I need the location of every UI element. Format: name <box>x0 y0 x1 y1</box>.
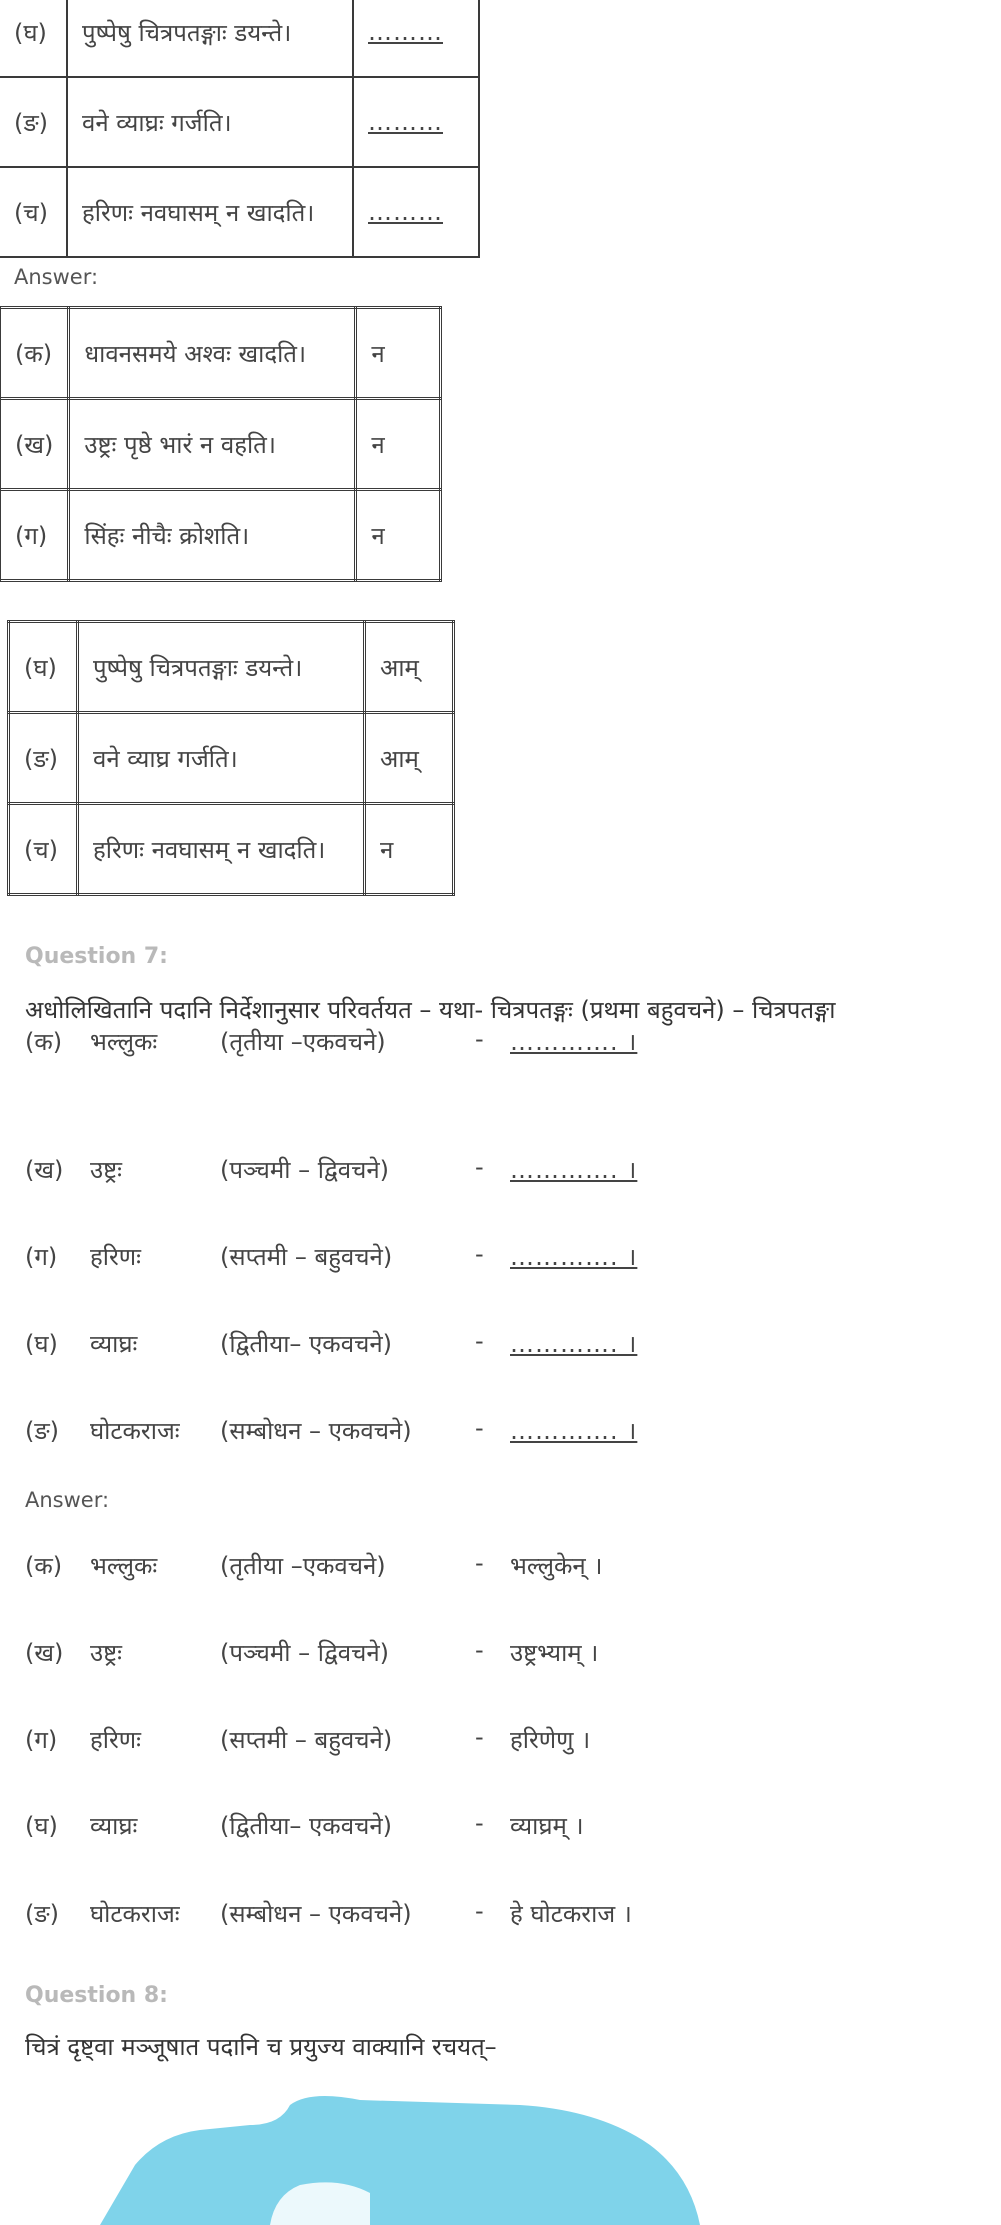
answer-label: Answer: <box>14 265 99 289</box>
answer-blank: …………. । <box>510 1243 638 1271</box>
item-case: (सम्बोधन – एकवचने) <box>220 1417 412 1445</box>
item-word: घोटकराजः <box>90 1900 180 1928</box>
item-word: उष्ट्रः <box>90 1156 123 1184</box>
item-dash: - <box>475 1549 484 1577</box>
item-case: (सप्तमी – बहुवचने) <box>220 1726 393 1754</box>
row-sentence: पुष्पेषु चित्रपतङ्गाः डयन्ते। <box>67 0 353 77</box>
item-word: व्याघ्रः <box>90 1812 138 1840</box>
item-case: (सप्तमी – बहुवचने) <box>220 1243 393 1271</box>
answer-blank: …………. । <box>510 1028 638 1056</box>
table-row <box>0 308 441 399</box>
answer-blank: …………. । <box>510 1156 638 1184</box>
row-sentence: उष्ट्रः पृष्ठे भारं न वहति। <box>69 399 356 490</box>
item-case: (तृतीया –एकवचने) <box>220 1028 386 1056</box>
item-marker: (ख) <box>25 1156 64 1184</box>
item-marker: (ङ) <box>25 1417 60 1445</box>
row-blank <box>353 77 479 167</box>
item-case: (तृतीया –एकवचने) <box>220 1552 386 1580</box>
answer-blank: ……… <box>368 198 443 226</box>
row-sentence: सिंहः नीचैः क्रोशति। <box>69 490 356 581</box>
row-answer: आम् <box>365 713 454 804</box>
item-word: हरिणः <box>90 1726 141 1754</box>
item-word: उष्ट्रः <box>90 1639 123 1667</box>
item-word: हरिणः <box>90 1243 141 1271</box>
row-blank <box>353 167 479 257</box>
question-8-heading: Question 8: <box>25 1983 168 2008</box>
item-marker: (ङ) <box>25 1900 60 1928</box>
row-marker: (च) <box>0 167 67 257</box>
answer-blank: …………. । <box>510 1330 638 1358</box>
row-answer: न <box>356 490 441 581</box>
table-row <box>9 804 454 895</box>
table-row <box>0 399 441 490</box>
illustration-image <box>40 2085 760 2225</box>
item-word: घोटकराजः <box>90 1417 180 1445</box>
item-dash: - <box>475 1897 484 1925</box>
answer-blank: ……… <box>368 18 443 46</box>
row-answer: न <box>365 804 454 895</box>
item-dash: - <box>475 1636 484 1664</box>
item-case: (द्वितीया– एकवचने) <box>220 1330 393 1358</box>
row-answer: आम् <box>365 622 454 713</box>
row-answer: न <box>356 308 441 399</box>
item-marker: (ग) <box>25 1726 58 1754</box>
question6-table <box>0 0 480 258</box>
row-sentence: हरिणः नवघासम् न खादति। <box>67 167 353 257</box>
table-row <box>0 167 479 257</box>
question-7-instruction: अधोलिखितानि पदानि निर्देशानुसार परिवर्तयत – यथा- चित्रपतङ्गः (प्रथमा बहुवचने) – चित्रपतङ्गा <box>25 996 836 1024</box>
answer-table-2 <box>7 620 455 896</box>
answer-table-1 <box>0 306 442 582</box>
row-marker: (घ) <box>9 622 78 713</box>
item-word: भल्लुकः <box>90 1028 158 1056</box>
row-sentence: वने व्याघ्रः गर्जति। <box>67 77 353 167</box>
item-case: (द्वितीया– एकवचने) <box>220 1812 393 1840</box>
answer-blank: ……… <box>368 108 443 136</box>
item-dash: - <box>475 1327 484 1355</box>
item-answer: हरिणेणु । <box>510 1726 591 1754</box>
table-row <box>9 713 454 804</box>
item-dash: - <box>475 1025 484 1053</box>
table-row <box>9 622 454 713</box>
question-8-instruction: चित्रं दृष्ट्वा मञ्जूषात पदानि च प्रयुज्य वाक्यानि रचयत्– <box>25 2033 497 2061</box>
table-row <box>0 490 441 581</box>
item-case: (पञ्चमी – द्विवचने) <box>220 1156 390 1184</box>
answer-label: Answer: <box>25 1488 110 1512</box>
item-dash: - <box>475 1723 484 1751</box>
item-marker: (ग) <box>25 1243 58 1271</box>
row-sentence: हरिणः नवघासम् न खादति। <box>78 804 365 895</box>
item-dash: - <box>475 1153 484 1181</box>
item-answer: उष्ट्रभ्याम् । <box>510 1639 599 1667</box>
row-marker: (ङ) <box>0 77 67 167</box>
item-word: भल्लुकः <box>90 1552 158 1580</box>
item-word: व्याघ्रः <box>90 1330 138 1358</box>
row-marker: (क) <box>0 308 69 399</box>
item-dash: - <box>475 1414 484 1442</box>
item-marker: (क) <box>25 1552 63 1580</box>
item-dash: - <box>475 1809 484 1837</box>
table-row <box>0 77 479 167</box>
item-marker: (घ) <box>25 1330 58 1358</box>
item-marker: (ख) <box>25 1639 64 1667</box>
row-marker: (ग) <box>0 490 69 581</box>
question-7-heading: Question 7: <box>25 944 168 969</box>
row-blank <box>353 0 479 77</box>
row-marker: (घ) <box>0 0 67 77</box>
row-sentence: धावनसमये अश्वः खादति। <box>69 308 356 399</box>
row-sentence: पुष्पेषु चित्रपतङ्गाः डयन्ते। <box>78 622 365 713</box>
answer-blank: …………. । <box>510 1417 638 1445</box>
item-answer: हे घोटकराज । <box>510 1900 632 1928</box>
item-case: (सम्बोधन – एकवचने) <box>220 1900 412 1928</box>
item-dash: - <box>475 1240 484 1268</box>
row-marker: (ङ) <box>9 713 78 804</box>
item-case: (पञ्चमी – द्विवचने) <box>220 1639 390 1667</box>
item-marker: (घ) <box>25 1812 58 1840</box>
item-marker: (क) <box>25 1028 63 1056</box>
row-marker: (च) <box>9 804 78 895</box>
item-answer: भल्लुकेन् । <box>510 1552 603 1580</box>
item-answer: व्याघ्रम् । <box>510 1812 584 1840</box>
row-sentence: वने व्याघ्र गर्जति। <box>78 713 365 804</box>
row-answer: न <box>356 399 441 490</box>
row-marker: (ख) <box>0 399 69 490</box>
table-row <box>0 0 479 77</box>
